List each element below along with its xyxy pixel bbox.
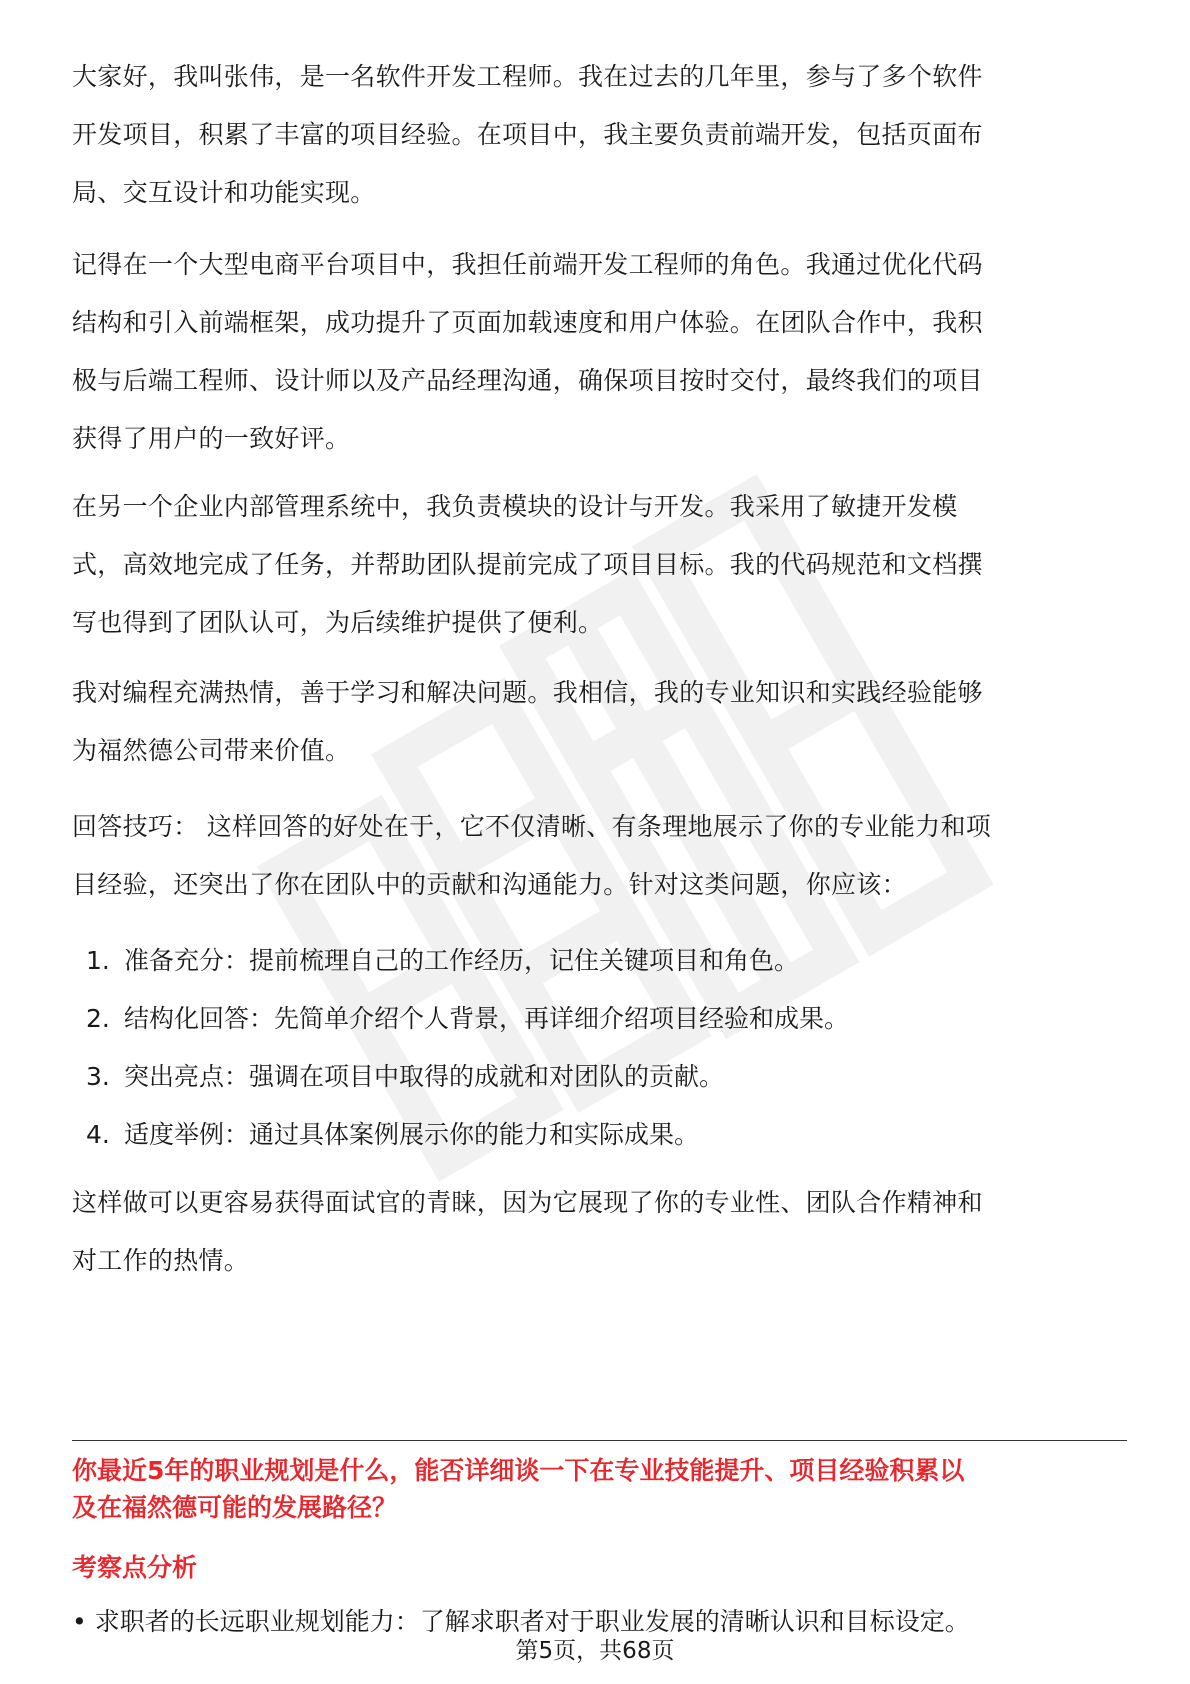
text-line: 在另一个企业内部管理系统中，我负责模块的设计与开发。我采用了敏捷开发模: [72, 492, 958, 521]
analysis-heading: 考察点分析: [72, 1553, 198, 1582]
text-line: 我对编程充满热情，善于学习和解决问题。我相信，我的专业知识和实践经验能够: [72, 678, 983, 707]
text-line: 极与后端工程师、设计师以及产品经理沟通，确保项目按时交付，最终我们的项目: [72, 366, 983, 395]
answer-tips-paragraph: [72, 798, 1127, 914]
list-item-number: 2.: [86, 1004, 110, 1033]
list-item-text: 准备充分：提前梳理自己的工作经历，记住关键项目和角色。: [124, 946, 800, 975]
passion-paragraph: [72, 664, 1127, 780]
text-line: 目经验，还突出了你在团队中的贡献和沟通能力。针对这类问题，你应该：: [72, 870, 907, 899]
list-item: [72, 932, 1127, 990]
text-line: 局、交互设计和功能实现。: [72, 178, 376, 207]
text-line: 开发项目，积累了丰富的项目经验。在项目中，我主要负责前端开发，包括页面布: [72, 120, 983, 149]
page-number-text: 第5页，共68页: [512, 1638, 679, 1664]
list-item-number: 3.: [86, 1062, 110, 1091]
text-line: 这样做可以更容易获得面试官的青睐，因为它展现了你的专业性、团队合作精神和: [72, 1188, 983, 1217]
text-line: 回答技巧： 这样回答的好处在于，它不仅清晰、有条理地展示了你的专业能力和项: [72, 812, 992, 841]
intro-paragraph: [72, 48, 1127, 222]
section-divider: [72, 1440, 1127, 1441]
list-item-number: 4.: [86, 1120, 110, 1149]
text-line: 为福然德公司带来价值。: [72, 736, 351, 765]
text-line: 式，高效地完成了任务，并帮助团队提前完成了项目目标。我的代码规范和文档撰: [72, 550, 983, 579]
text-line: 记得在一个大型电商平台项目中，我担任前端开发工程师的角色。我通过优化代码: [72, 250, 983, 279]
list-item: [72, 1106, 1127, 1164]
list-item-text: 结构化回答：先简单介绍个人背景，再详细介绍项目经验和成果。: [124, 1004, 850, 1033]
management-system-paragraph: [72, 478, 1127, 652]
text-line: 写也得到了团队认可，为后续维护提供了便利。: [72, 608, 604, 637]
list-item-text: 突出亮点：强调在项目中取得的成就和对团队的贡献。: [124, 1062, 725, 1091]
text-line: 结构和引入前端框架，成功提升了页面加载速度和用户体验。在团队合作中，我积: [72, 308, 983, 337]
question-line: 及在福然德可能的发展路径？: [72, 1493, 398, 1522]
ecommerce-project-paragraph: [72, 236, 1127, 468]
interview-question: [72, 1452, 1127, 1526]
text-line: 大家好，我叫张伟，是一名软件开发工程师。我在过去的几年里，参与了多个软件: [72, 62, 983, 91]
page-number: [0, 1636, 1190, 1666]
text-line: 对工作的热情。: [72, 1246, 250, 1275]
text-line: 获得了用户的一致好评。: [72, 424, 351, 453]
cut-off-text: • 求职者的长远职业规划能力：了解求职者对于职业发展的清晰认识和目标设定。: [72, 1607, 970, 1636]
list-item-text: 适度举例：通过具体案例展示你的能力和实际成果。: [124, 1120, 700, 1149]
list-item: [72, 990, 1127, 1048]
list-item: [72, 1048, 1127, 1106]
tips-list: [72, 932, 1127, 1164]
question-line: 你最近5年的职业规划是什么，能否详细谈一下在专业技能提升、项目经验积累以: [72, 1456, 965, 1485]
document-page: [72, 0, 1127, 1684]
closing-paragraph: [72, 1174, 1127, 1290]
list-item-number: 1.: [86, 946, 110, 975]
